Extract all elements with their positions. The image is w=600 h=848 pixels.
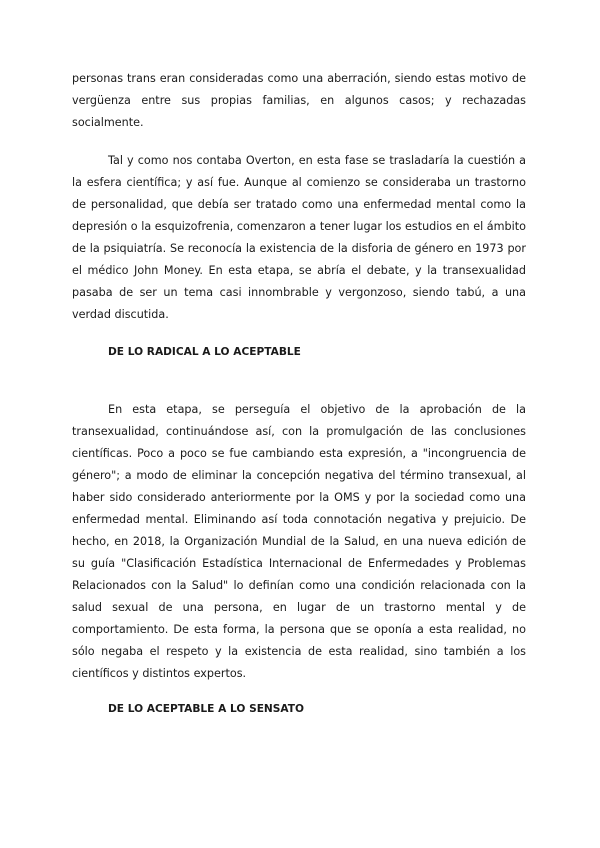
- paragraph-acceptance-stage: En esta etapa, se perseguía el objetivo de la aprobación de la transexualidad, continuándose así, con la promulgación de las conclusiones científicas. Poco a poco se fue cambiando esta expresión, a "incongruencia de género"; a modo de eliminar la concepción negativa del término transexual, al haber sido considerado anteriormente por la OMS y por la sociedad como una enfermedad mental. Eliminando así toda connotación negativa y prejuicio. De hecho, en 2018, la Organización Mundial de la Salud, en una nueva edición de su guía "Clasificación Estadística Internacional de Enfermedades y Problemas Relacionados con la Salud" lo definían como una condición relacionada con la salud sexual de una persona, en lugar de un trastorno mental y de comportamiento. De esta forma, la persona que se oponía a esta realidad, no sólo negaba el respeto y la existencia de esta realidad, sino también a los científicos y distintos expertos.: [72, 403, 526, 680]
- section-heading-acceptable-to-sensible: DE LO ACEPTABLE A LO SENSATO: [108, 703, 305, 715]
- section-heading-radical-to-acceptable: DE LO RADICAL A LO ACEPTABLE: [108, 346, 301, 358]
- paragraph-continuation: personas trans eran consideradas como una aberración, siendo estas motivo de vergüenza entre sus propias familias, en algunos casos; y rechazadas socialmente.: [72, 72, 526, 129]
- paragraph-overton-science: Tal y como nos contaba Overton, en esta fase se trasladaría la cuestión a la esfera científica; y así fue. Aunque al comienzo se consideraba un trastorno de personalidad, que debía ser tratado como una enfermedad mental como la depresión o la esquizofrenia, comenzaron a tener lugar los estudios en el ámbito de la psiquiatría. Se reconocía la existencia de la disforia de género en 1973 por el médico John Money. En esta etapa, se abría el debate, y la transexualidad pasaba de ser un tema casi innombrable y vergonzoso, siendo tabú, a una verdad discutida.: [72, 154, 526, 321]
